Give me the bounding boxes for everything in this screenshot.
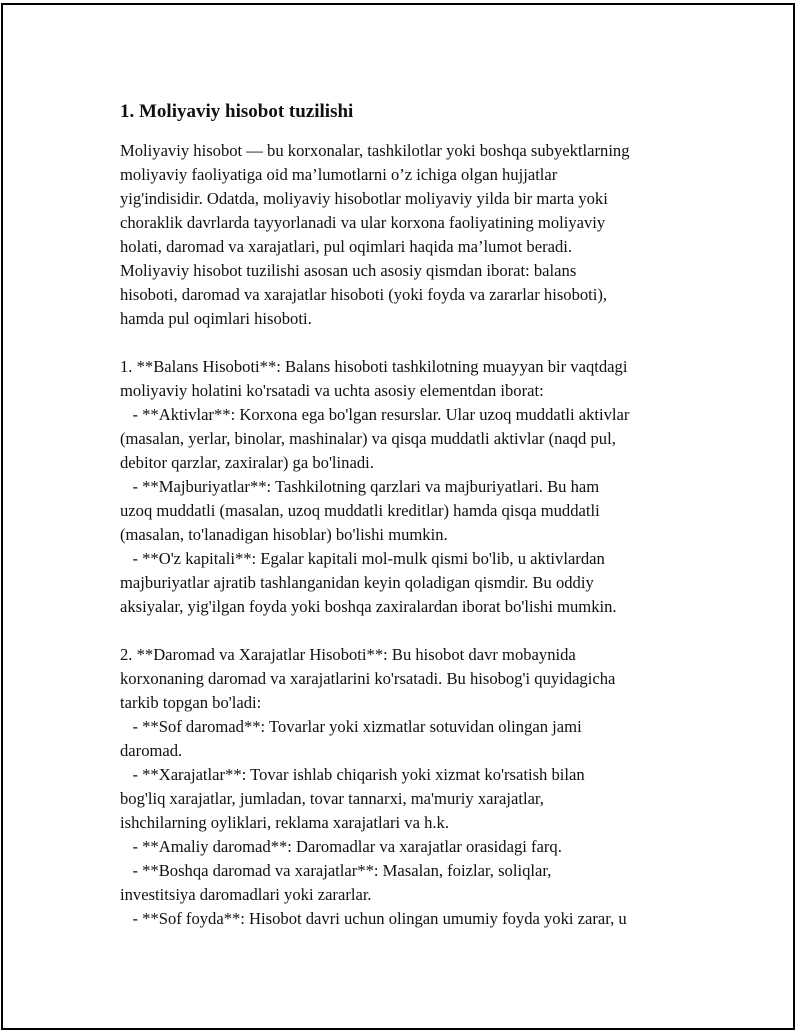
text-line: ishchilarning oyliklari, reklama xarajatlari va h.k. <box>120 813 449 832</box>
balance-sheet-paragraph <box>120 355 695 619</box>
text-line: moliyaviy holatini ko'rsatadi va uchta asosiy elementdan iborat: <box>120 381 544 400</box>
text-line: (masalan, to'lanadigan hisoblar) bo'lishi mumkin. <box>120 525 448 544</box>
text-line: uzoq muddatli (masalan, uzoq muddatli kreditlar) hamda qisqa muddatli <box>120 501 600 520</box>
text-line: bog'liq xarajatlar, jumladan, tovar tannarxi, ma'muriy xarajatlar, <box>120 789 544 808</box>
intro-paragraph <box>120 139 695 331</box>
text-line: hamda pul oqimlari hisoboti. <box>120 309 312 328</box>
text-line: holati, daromad va xarajatlari, pul oqimlari haqida ma’lumot beradi. <box>120 237 573 256</box>
text-line: moliyaviy faoliyatiga oid ma’lumotlarni o’z ichiga olgan hujjatlar <box>120 165 558 184</box>
income-statement-paragraph <box>120 643 695 931</box>
list-item-line: - **Sof daromad**: Tovarlar yoki xizmatlar sotuvidan olingan jami <box>120 717 582 736</box>
text-line: 2. **Daromad va Xarajatlar Hisoboti**: Bu hisobot davr mobaynida <box>120 645 576 664</box>
page-frame <box>1 3 795 1030</box>
section-heading: 1. Moliyaviy hisobot tuzilishi <box>120 101 354 122</box>
text-line: hisoboti, daromad va xarajatlar hisoboti (yoki foyda va zararlar hisoboti), <box>120 285 608 304</box>
text-line: investitsiya daromadlari yoki zararlar. <box>120 885 372 904</box>
paragraph-spacer <box>120 619 695 643</box>
text-line: (masalan, yerlar, binolar, mashinalar) va qisqa muddatli aktivlar (naqd pul, <box>120 429 616 448</box>
list-item-line: - **Boshqa daromad va xarajatlar**: Masalan, foizlar, soliqlar, <box>120 861 552 880</box>
text-line: aksiyalar, yig'ilgan foyda yoki boshqa zaxiralardan iborat bo'lishi mumkin. <box>120 597 617 616</box>
text-line: 1. **Balans Hisoboti**: Balans hisoboti tashkilotning muayyan bir vaqtdagi <box>120 357 628 376</box>
list-item-line: - **Sof foyda**: Hisobot davri uchun olingan umumiy foyda yoki zarar, u <box>120 909 627 928</box>
text-line: tarkib topgan bo'ladi: <box>120 693 262 712</box>
text-line: Moliyaviy hisobot tuzilishi asosan uch asosiy qismdan iborat: balans <box>120 261 577 280</box>
text-line: majburiyatlar ajratib tashlanganidan keyin qoladigan qismdir. Bu oddiy <box>120 573 594 592</box>
list-item-line: - **Amaliy daromad**: Daromadlar va xarajatlar orasidagi farq. <box>120 837 562 856</box>
list-item-line: - **Majburiyatlar**: Tashkilotning qarzlari va majburiyatlari. Bu ham <box>120 477 600 496</box>
text-line: Moliyaviy hisobot — bu korxonalar, tashkilotlar yoki boshqa subyektlarning <box>120 141 630 160</box>
list-item-line: - **O'z kapitali**: Egalar kapitali mol-mulk qismi bo'lib, u aktivlardan <box>120 549 605 568</box>
text-line: choraklik davrlarda tayyorlanadi va ular korxona faoliyatining moliyaviy <box>120 213 606 232</box>
document-body <box>120 100 695 931</box>
list-item-line: - **Aktivlar**: Korxona ega bo'lgan resurslar. Ular uzoq muddatli aktivlar <box>120 405 630 424</box>
text-line: korxonaning daromad va xarajatlarini ko'rsatadi. Bu hisobog'i quyidagicha <box>120 669 616 688</box>
paragraph-spacer <box>120 331 695 355</box>
text-line: yig'indisidir. Odatda, moliyaviy hisobotlar moliyaviy yilda bir marta yoki <box>120 189 608 208</box>
text-line: daromad. <box>120 741 183 760</box>
text-line: debitor qarzlar, zaxiralar) ga bo'linadi. <box>120 453 374 472</box>
list-item-line: - **Xarajatlar**: Tovar ishlab chiqarish yoki xizmat ko'rsatish bilan <box>120 765 585 784</box>
